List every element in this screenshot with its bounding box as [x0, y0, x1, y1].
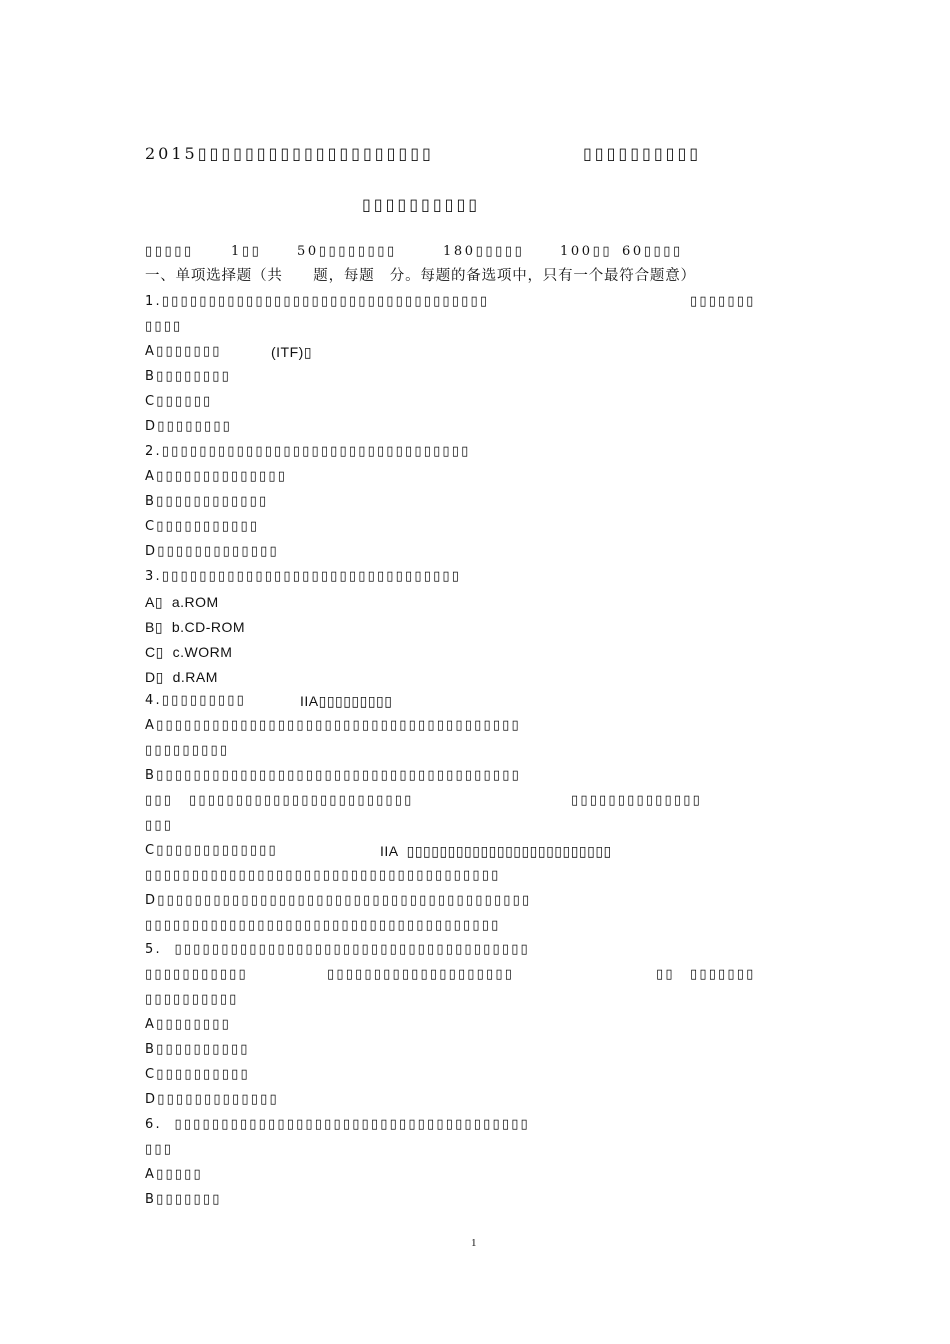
question-3-option-a: A▯ a.ROM: [145, 594, 219, 610]
question-1-option-d: D▯▯▯▯▯▯▯▯: [145, 419, 233, 434]
question-5-option-c: C▯▯▯▯▯▯▯▯▯▯: [145, 1067, 250, 1082]
document-subtitle: ▯▯▯▯▯▯▯▯▯▯: [362, 195, 481, 214]
question-4-option-c: C▯▯▯▯▯▯▯▯▯▯▯▯▯: [145, 843, 278, 858]
question-5-option-d: D▯▯▯▯▯▯▯▯▯▯▯▯▯: [145, 1092, 279, 1107]
question-3-option-b: B▯ b.CD-ROM: [145, 619, 246, 635]
question-6-text: 6. ▯▯▯▯▯▯▯▯▯▯▯▯▯▯▯▯▯▯▯▯▯▯▯▯▯▯▯▯▯▯▯▯▯▯▯▯▯▯: [145, 1117, 530, 1132]
exam-info: 1▯▯: [231, 244, 262, 259]
question-2-option-c: C▯▯▯▯▯▯▯▯▯▯▯: [145, 519, 260, 534]
question-3-text: 3.▯▯▯▯▯▯▯▯▯▯▯▯▯▯▯▯▯▯▯▯▯▯▯▯▯▯▯▯▯▯▯▯: [145, 569, 462, 584]
question-4-option-b: ▯▯▯: [145, 818, 174, 833]
question-2-option-d: D▯▯▯▯▯▯▯▯▯▯▯▯▯: [145, 544, 279, 559]
question-4-option-b: ▯▯▯▯▯▯▯▯▯▯▯▯▯▯▯▯▯▯▯▯▯▯▯▯: [189, 793, 414, 808]
question-5-text: ▯▯: [656, 967, 675, 982]
question-1-text: 1.▯▯▯▯▯▯▯▯▯▯▯▯▯▯▯▯▯▯▯▯▯▯▯▯▯▯▯▯▯▯▯▯▯▯▯: [145, 294, 490, 309]
question-6-option-a: A▯▯▯▯▯: [145, 1167, 203, 1182]
question-1-text: ▯▯▯▯: [145, 319, 183, 334]
question-1-option-a: (ITF)▯: [271, 344, 313, 360]
question-5-text: ▯▯▯▯▯▯▯▯▯▯▯▯▯▯▯▯▯▯▯▯: [327, 967, 515, 982]
question-1-option-b: B▯▯▯▯▯▯▯▯: [145, 369, 231, 384]
question-4-option-c: IIA ▯▯▯▯▯▯▯▯▯▯▯▯▯▯▯▯▯▯▯▯▯▯▯▯▯: [380, 843, 612, 859]
question-4-option-a: A▯▯▯▯▯▯▯▯▯▯▯▯▯▯▯▯▯▯▯▯▯▯▯▯▯▯▯▯▯▯▯▯▯▯▯▯▯▯▯: [145, 718, 521, 733]
question-2-text: 2.▯▯▯▯▯▯▯▯▯▯▯▯▯▯▯▯▯▯▯▯▯▯▯▯▯▯▯▯▯▯▯▯▯: [145, 444, 471, 459]
question-4-option-b: ▯▯▯▯▯▯▯▯▯▯▯▯▯▯: [571, 793, 702, 808]
question-1-option-a: A▯▯▯▯▯▯▯: [145, 344, 222, 359]
question-4-option-d: ▯▯▯▯▯▯▯▯▯▯▯▯▯▯▯▯▯▯▯▯▯▯▯▯▯▯▯▯▯▯▯▯▯▯▯▯▯▯: [145, 918, 501, 933]
question-3-option-d: D▯ d.RAM: [145, 669, 218, 685]
question-4-text: IIA▯▯▯▯▯▯▯▯▯: [300, 693, 393, 709]
exam-info: ▯▯▯▯▯: [145, 244, 194, 259]
page-number: 1: [471, 1237, 477, 1249]
exam-info: 60▯▯▯▯: [622, 244, 683, 259]
question-1-text: ▯▯▯▯▯▯▯: [690, 294, 756, 309]
question-3-option-c: C▯ c.WORM: [145, 644, 233, 660]
question-4-option-d: D▯▯▯▯▯▯▯▯▯▯▯▯▯▯▯▯▯▯▯▯▯▯▯▯▯▯▯▯▯▯▯▯▯▯▯▯▯▯▯▯: [145, 893, 532, 908]
exam-info: 180▯▯▯▯▯: [443, 244, 525, 259]
question-1-option-c: C▯▯▯▯▯▯: [145, 394, 213, 409]
question-5-text: ▯▯▯▯▯▯▯: [690, 967, 756, 982]
question-4-text: 4.▯▯▯▯▯▯▯▯▯: [145, 693, 246, 708]
question-4-option-c: ▯▯▯▯▯▯▯▯▯▯▯▯▯▯▯▯▯▯▯▯▯▯▯▯▯▯▯▯▯▯▯▯▯▯▯▯▯▯: [145, 868, 501, 883]
question-4-option-a: ▯▯▯▯▯▯▯▯▯: [145, 743, 230, 758]
question-5-option-b: B▯▯▯▯▯▯▯▯▯▯: [145, 1042, 250, 1057]
section-heading: 一、单项选择题（共 题，每题 分。每题的备选项中，只有一个最符合题意）: [145, 268, 696, 284]
question-6-text: ▯▯▯: [145, 1142, 174, 1157]
question-5-text: ▯▯▯▯▯▯▯▯▯▯: [145, 992, 239, 1007]
document-title: 2015▯▯▯▯▯▯▯▯▯▯▯▯▯▯▯▯▯▯▯▯: [145, 144, 434, 163]
exam-info: 50▯▯▯▯▯▯▯▯: [297, 244, 397, 259]
question-2-option-b: B▯▯▯▯▯▯▯▯▯▯▯▯: [145, 494, 269, 509]
question-5-option-a: A▯▯▯▯▯▯▯▯: [145, 1017, 231, 1032]
question-2-option-a: A▯▯▯▯▯▯▯▯▯▯▯▯▯▯: [145, 469, 288, 484]
question-5-text: ▯▯▯▯▯▯▯▯▯▯▯: [145, 967, 248, 982]
question-4-option-b: ▯▯▯: [145, 793, 174, 808]
document-title-right: ▯▯▯▯▯▯▯▯▯▯: [583, 144, 702, 163]
exam-info: 100▯▯: [560, 244, 613, 259]
question-5-text: 5. ▯▯▯▯▯▯▯▯▯▯▯▯▯▯▯▯▯▯▯▯▯▯▯▯▯▯▯▯▯▯▯▯▯▯▯▯▯▯: [145, 942, 530, 957]
question-6-option-b: B▯▯▯▯▯▯▯: [145, 1192, 222, 1207]
question-4-option-b: B▯▯▯▯▯▯▯▯▯▯▯▯▯▯▯▯▯▯▯▯▯▯▯▯▯▯▯▯▯▯▯▯▯▯▯▯▯▯▯: [145, 768, 521, 783]
